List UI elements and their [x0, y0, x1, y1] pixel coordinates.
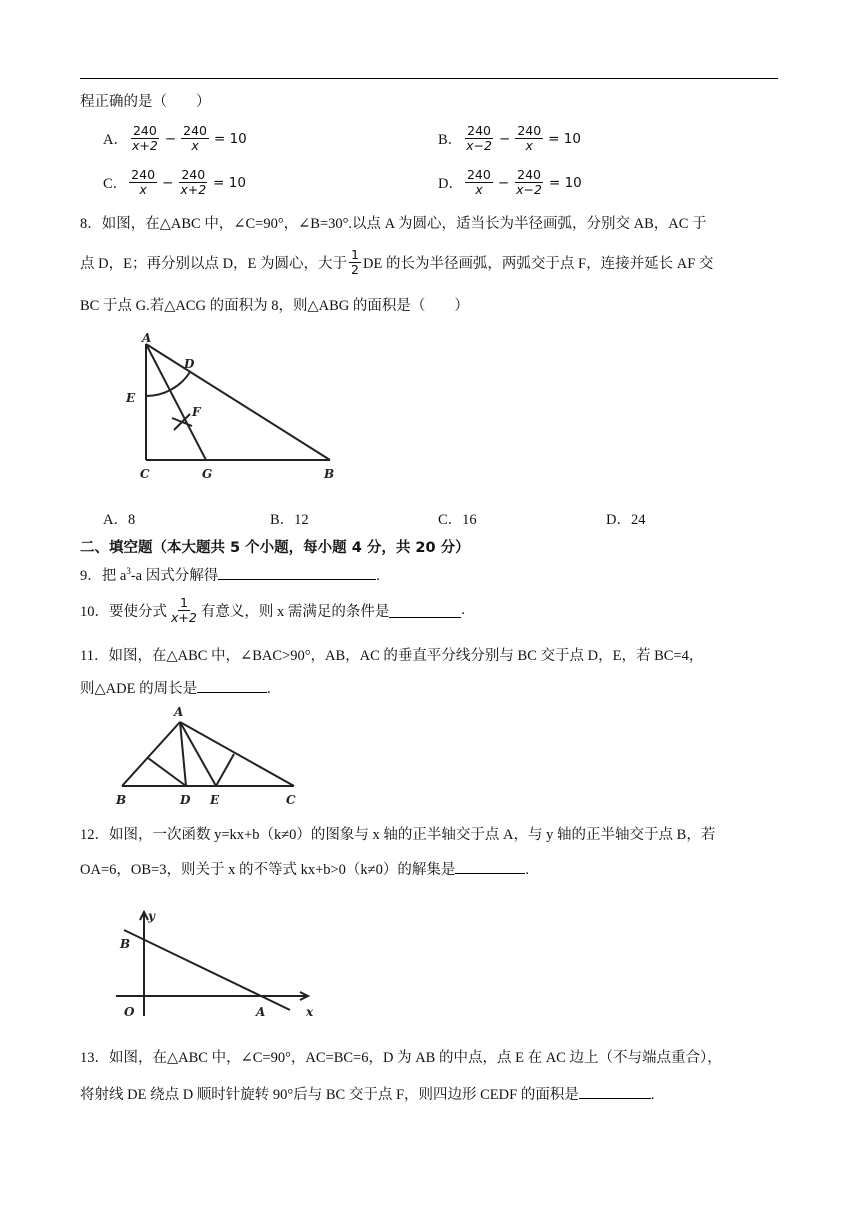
q8-figure [110, 330, 350, 490]
label-a: A [256, 1005, 266, 1019]
q12-line-2-text: OA=6，OB=3，则关于 x 的不等式 kx+b>0（k≠0）的解集是 [80, 862, 456, 878]
q9-post: -a 因式分解得 [130, 568, 219, 584]
q8-line-1: 8．如图，在△ABC 中，∠C=90°，∠B=30°.以点 A 为圆心，适当长为半径画弧，分别交 AB，AC 于 [80, 216, 707, 232]
q13-end: . [650, 1087, 655, 1103]
q8-option-a[interactable]: A．8 [103, 512, 136, 528]
option-label: C． [103, 176, 128, 192]
q12-line-2 [80, 858, 529, 879]
q11-answer-blank[interactable] [197, 678, 267, 693]
q10-end: . [461, 602, 465, 618]
q12-line-1: 12．如图，一次函数 y=kx+b（k≠0）的图象与 x 轴的正半轴交于点 A，与 y 轴的正半轴交于点 B，若 [80, 827, 716, 843]
bisector-ac [216, 754, 234, 786]
option-label: A． [103, 132, 128, 148]
q7-option-b[interactable] [438, 124, 584, 153]
operator: − [162, 174, 174, 191]
q8-line-3: BC 于点 G.若△ACG 的面积为 8，则△ABG 的面积是（ ） [80, 298, 469, 314]
q12-figure [110, 900, 330, 1025]
label-c: C [286, 793, 296, 807]
q9-sup: 3 [126, 566, 131, 577]
label-b: B [120, 937, 131, 951]
fraction: $\frac{240}{x}$ [183, 123, 207, 153]
fraction: $\frac{240}{x+2}$ [180, 167, 207, 197]
operator: − [499, 130, 511, 147]
q13-answer-blank[interactable] [579, 1084, 651, 1099]
q7-option-a[interactable] [103, 124, 250, 153]
q13-line-2 [80, 1083, 654, 1104]
q10-line [80, 596, 465, 625]
option-label: B． [438, 132, 463, 148]
rhs: = 10 [548, 130, 581, 147]
q8-option-d[interactable]: D．24 [606, 512, 646, 528]
q11-line-2-text: 则△ADE 的周长是 [80, 681, 198, 697]
fraction: $\frac{240}{x}$ [517, 123, 542, 153]
bisector-ab [148, 758, 186, 786]
label-e: E [126, 391, 136, 405]
q10-pre: 10．要使分式 [80, 604, 167, 620]
fraction: $\frac{240}{x-2}$ [516, 167, 542, 197]
arc-ed [146, 372, 190, 396]
q11-line-1: 11．如图，在△ABC 中，∠BAC>90°，AB，AC 的垂直平分线分别与 BC 交于点 D，E，若 BC=4， [80, 648, 704, 664]
label-f: F [192, 405, 201, 419]
q13-line-1: 13．如图，在△ABC 中，∠C=90°，AC=BC=6，D 为 AB 的中点，点 E 在 AC 边上（不与端点重合）， [80, 1050, 722, 1066]
rhs: = 10 [213, 130, 247, 147]
label-b: B [324, 467, 335, 481]
q10-answer-blank[interactable] [389, 603, 461, 618]
label-a: A [142, 331, 152, 345]
label-d: D [184, 357, 195, 371]
q8-line-2-post: DE 的长为半径画弧，两弧交于点 F，连接并延长 AF 交 [362, 256, 714, 272]
label-d: D [180, 793, 191, 807]
label-x: x [306, 1005, 314, 1019]
fraction: $\frac{240}{x+2}$ [131, 123, 158, 153]
label-y: y [148, 909, 155, 923]
q10-post: 有意义，则 x 需满足的条件是 [200, 604, 390, 620]
q11-figure [110, 700, 310, 810]
operator: − [497, 174, 510, 191]
fraction: $\frac{240}{x-2}$ [466, 123, 492, 153]
label-a: A [174, 705, 184, 719]
q7-tail: 程正确的是（ ） [80, 94, 211, 110]
line-y-kx-b [124, 930, 290, 1010]
fraction: $\frac{240}{x}$ [131, 167, 156, 197]
q8-option-b[interactable]: B．12 [270, 512, 309, 528]
segment-ag [146, 344, 206, 460]
q8-line-2 [80, 248, 713, 277]
q9-end: . [376, 568, 380, 584]
q13-line-2-text: 将射线 DE 绕点 D 顺时针旋转 90°后与 BC 交于点 F，则四边形 CEDF 的面积是 [80, 1087, 579, 1103]
label-c: C [140, 467, 150, 481]
fraction: $\frac{240}{x}$ [466, 167, 491, 197]
q8-option-c[interactable]: C．16 [438, 512, 477, 528]
q9-pre: 9．把 a [80, 568, 127, 584]
option-label: D． [438, 176, 463, 192]
header-rule [80, 78, 778, 79]
q12-end: . [525, 862, 530, 878]
q12-answer-blank[interactable] [455, 859, 525, 874]
arc-mark-2 [174, 414, 190, 430]
label-b: B [116, 793, 127, 807]
q7-option-d[interactable] [438, 168, 585, 197]
operator: − [164, 130, 177, 147]
label-g: G [202, 467, 213, 481]
q11-end: . [267, 681, 271, 697]
q11-line-2 [80, 677, 271, 698]
q9-line [80, 564, 380, 585]
segment-ab [146, 344, 330, 460]
fraction: $\frac{1}{x+2}$ [171, 595, 197, 625]
label-e: E [210, 793, 220, 807]
rhs: = 10 [548, 174, 582, 191]
label-o: O [124, 1005, 135, 1019]
section-title: 二、填空题（本大题共 5 个小题，每小题 4 分，共 20 分） [80, 540, 470, 556]
q9-answer-blank[interactable] [218, 565, 376, 580]
q8-line-2-pre: 点 D，E；再分别以点 D，E 为圆心，大于 [80, 256, 348, 272]
fraction-half: $\frac{1}{2}$ [351, 247, 359, 277]
rhs: = 10 [213, 174, 246, 191]
q7-option-c[interactable] [103, 168, 249, 197]
